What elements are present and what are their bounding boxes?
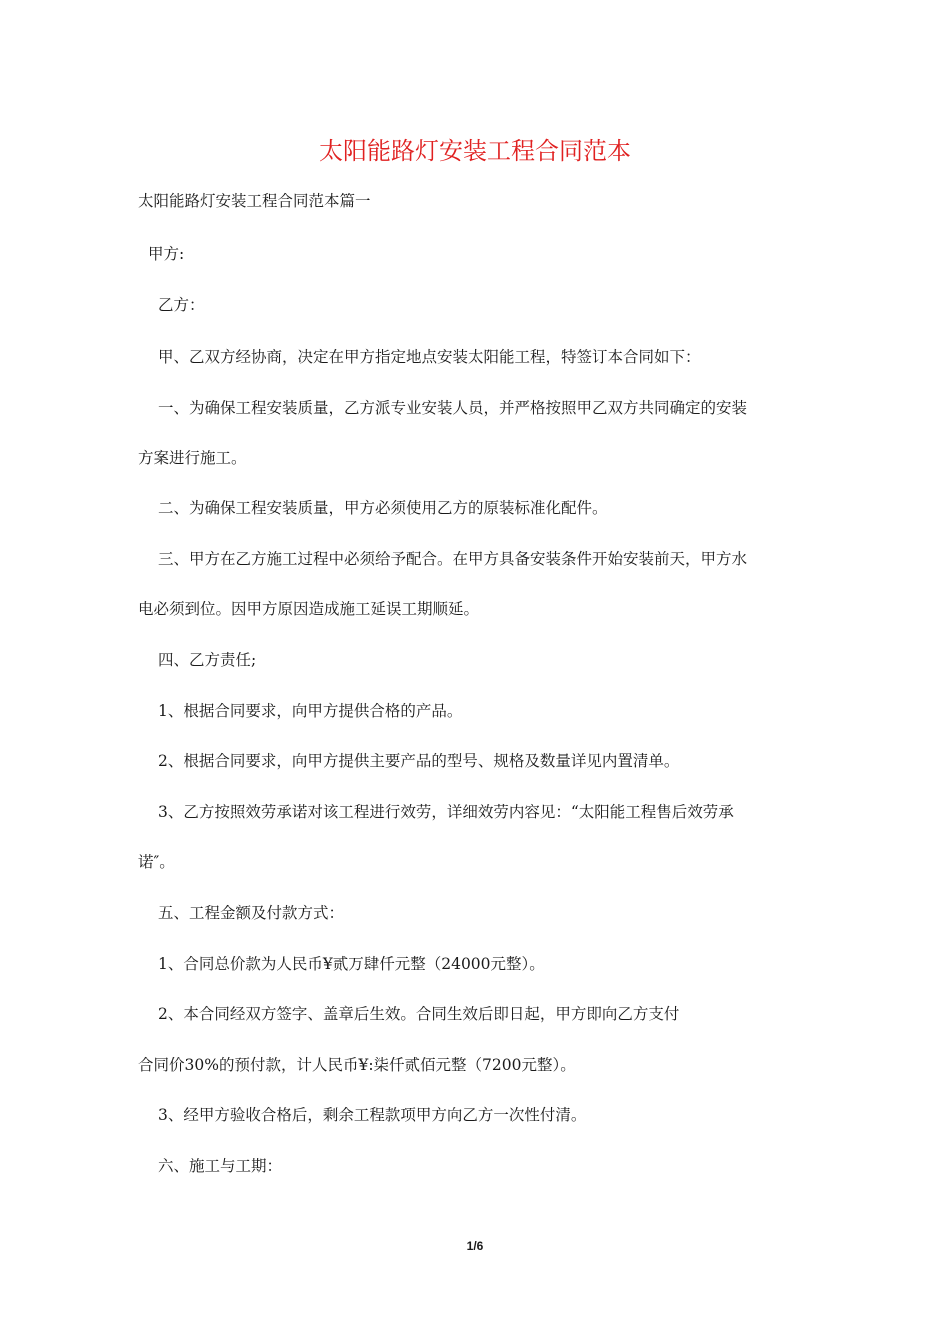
paragraph-clause-5-item-2: 2、本合同经双方签字、盖章后生效。合同生效后即日起，甲方即向乙方支付 bbox=[158, 1005, 680, 1023]
paragraph-intro: 甲、乙双方经协商，决定在甲方指定地点安装太阳能工程，特签订本合同如下： bbox=[158, 348, 701, 366]
paragraph-clause-1: 一、为确保工程安装质量，乙方派专业安装人员，并严格按照甲乙双方共同确定的安装 bbox=[158, 399, 748, 417]
paragraph-clause-4-item-1: 1、根据合同要求，向甲方提供合格的产品。 bbox=[158, 702, 463, 720]
paragraph-clause-5-item-3: 3、经甲方验收合格后，剩余工程款项甲方向乙方一次性付清。 bbox=[158, 1106, 587, 1124]
page-number: 1/6 bbox=[466, 1239, 484, 1253]
paragraph-clause-5: 五、工程金额及付款方式： bbox=[158, 904, 345, 922]
paragraph-clause-1-cont: 方案进行施工。 bbox=[138, 449, 247, 467]
paragraph-clause-4-item-3: 3、乙方按照效劳承诺对该工程进行效劳，详细效劳内容见：“太阳能工程售后效劳承 bbox=[158, 803, 734, 821]
paragraph-clause-3: 三、甲方在乙方施工过程中必须给予配合。在甲方具备安装条件开始安装前天，甲方水 bbox=[158, 550, 748, 568]
party-b-label: 乙方： bbox=[158, 296, 205, 314]
paragraph-clause-5-item-2-cont: 合同价30%的预付款，计人民币¥:柒仟贰佰元整（7200元整）。 bbox=[138, 1056, 576, 1074]
paragraph-clause-3-cont: 电必须到位。因甲方原因造成施工延误工期顺延。 bbox=[138, 600, 480, 618]
paragraph-clause-4-item-2: 2、根据合同要求，向甲方提供主要产品的型号、规格及数量详见内置清单。 bbox=[158, 752, 680, 770]
party-a-label: 甲方: bbox=[148, 245, 185, 263]
paragraph-clause-4: 四、乙方责任; bbox=[158, 651, 257, 669]
paragraph-clause-2: 二、为确保工程安装质量，甲方必须使用乙方的原装标准化配件。 bbox=[158, 499, 608, 517]
document-title: 太阳能路灯安装工程合同范本 bbox=[319, 137, 631, 165]
paragraph-clause-5-item-1: 1、合同总价款为人民币¥贰万肆仟元整（24000元整）。 bbox=[158, 955, 545, 973]
paragraph-clause-6: 六、施工与工期： bbox=[158, 1157, 283, 1175]
section-heading: 太阳能路灯安装工程合同范本篇一 bbox=[138, 192, 371, 210]
paragraph-clause-4-item-3-cont: 诺″。 bbox=[138, 853, 175, 871]
